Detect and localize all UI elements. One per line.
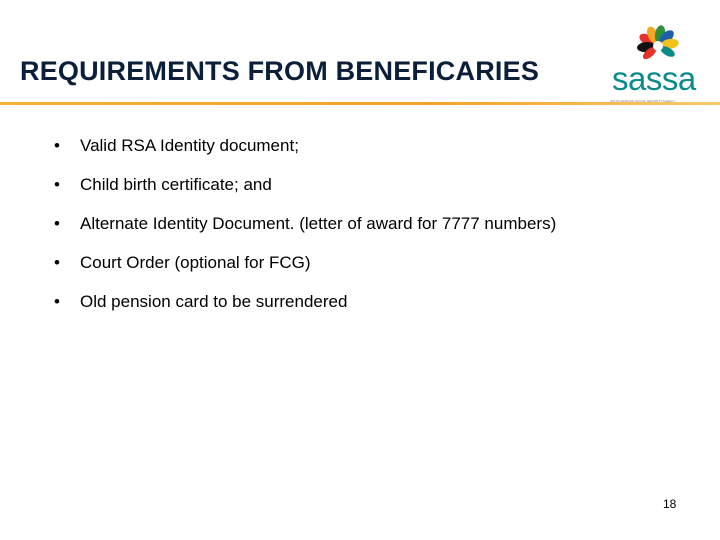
list-item: [54, 211, 556, 250]
bullet-icon: •: [54, 253, 60, 272]
logo-wordmark: sassa: [612, 60, 696, 97]
bullet-icon: •: [54, 292, 60, 311]
list-item-text: Child birth certificate; and: [80, 175, 272, 194]
list-item: [54, 250, 556, 289]
bullet-icon: •: [54, 175, 60, 194]
page-number: 18: [663, 497, 677, 511]
list-item: [54, 133, 556, 172]
sassa-logo: [604, 22, 712, 106]
list-item-text: Court Order (optional for FCG): [80, 253, 311, 272]
list-item: [54, 172, 556, 211]
list-item-text: Old pension card to be surrendered: [80, 292, 348, 311]
logo-tagline: SOUTH AFRICAN SOCIAL SECURITY AGENCY: [610, 99, 676, 103]
slide-title: REQUIREMENTS FROM BENEFICARIES: [20, 56, 540, 86]
list-item-text: Valid RSA Identity document;: [80, 136, 299, 155]
bullet-icon: •: [54, 136, 60, 155]
list-item: [54, 289, 556, 328]
list-item-text: Alternate Identity Document. (letter of award for 7777 numbers): [80, 214, 557, 233]
requirements-list: [54, 133, 556, 328]
bullet-icon: •: [54, 214, 60, 233]
